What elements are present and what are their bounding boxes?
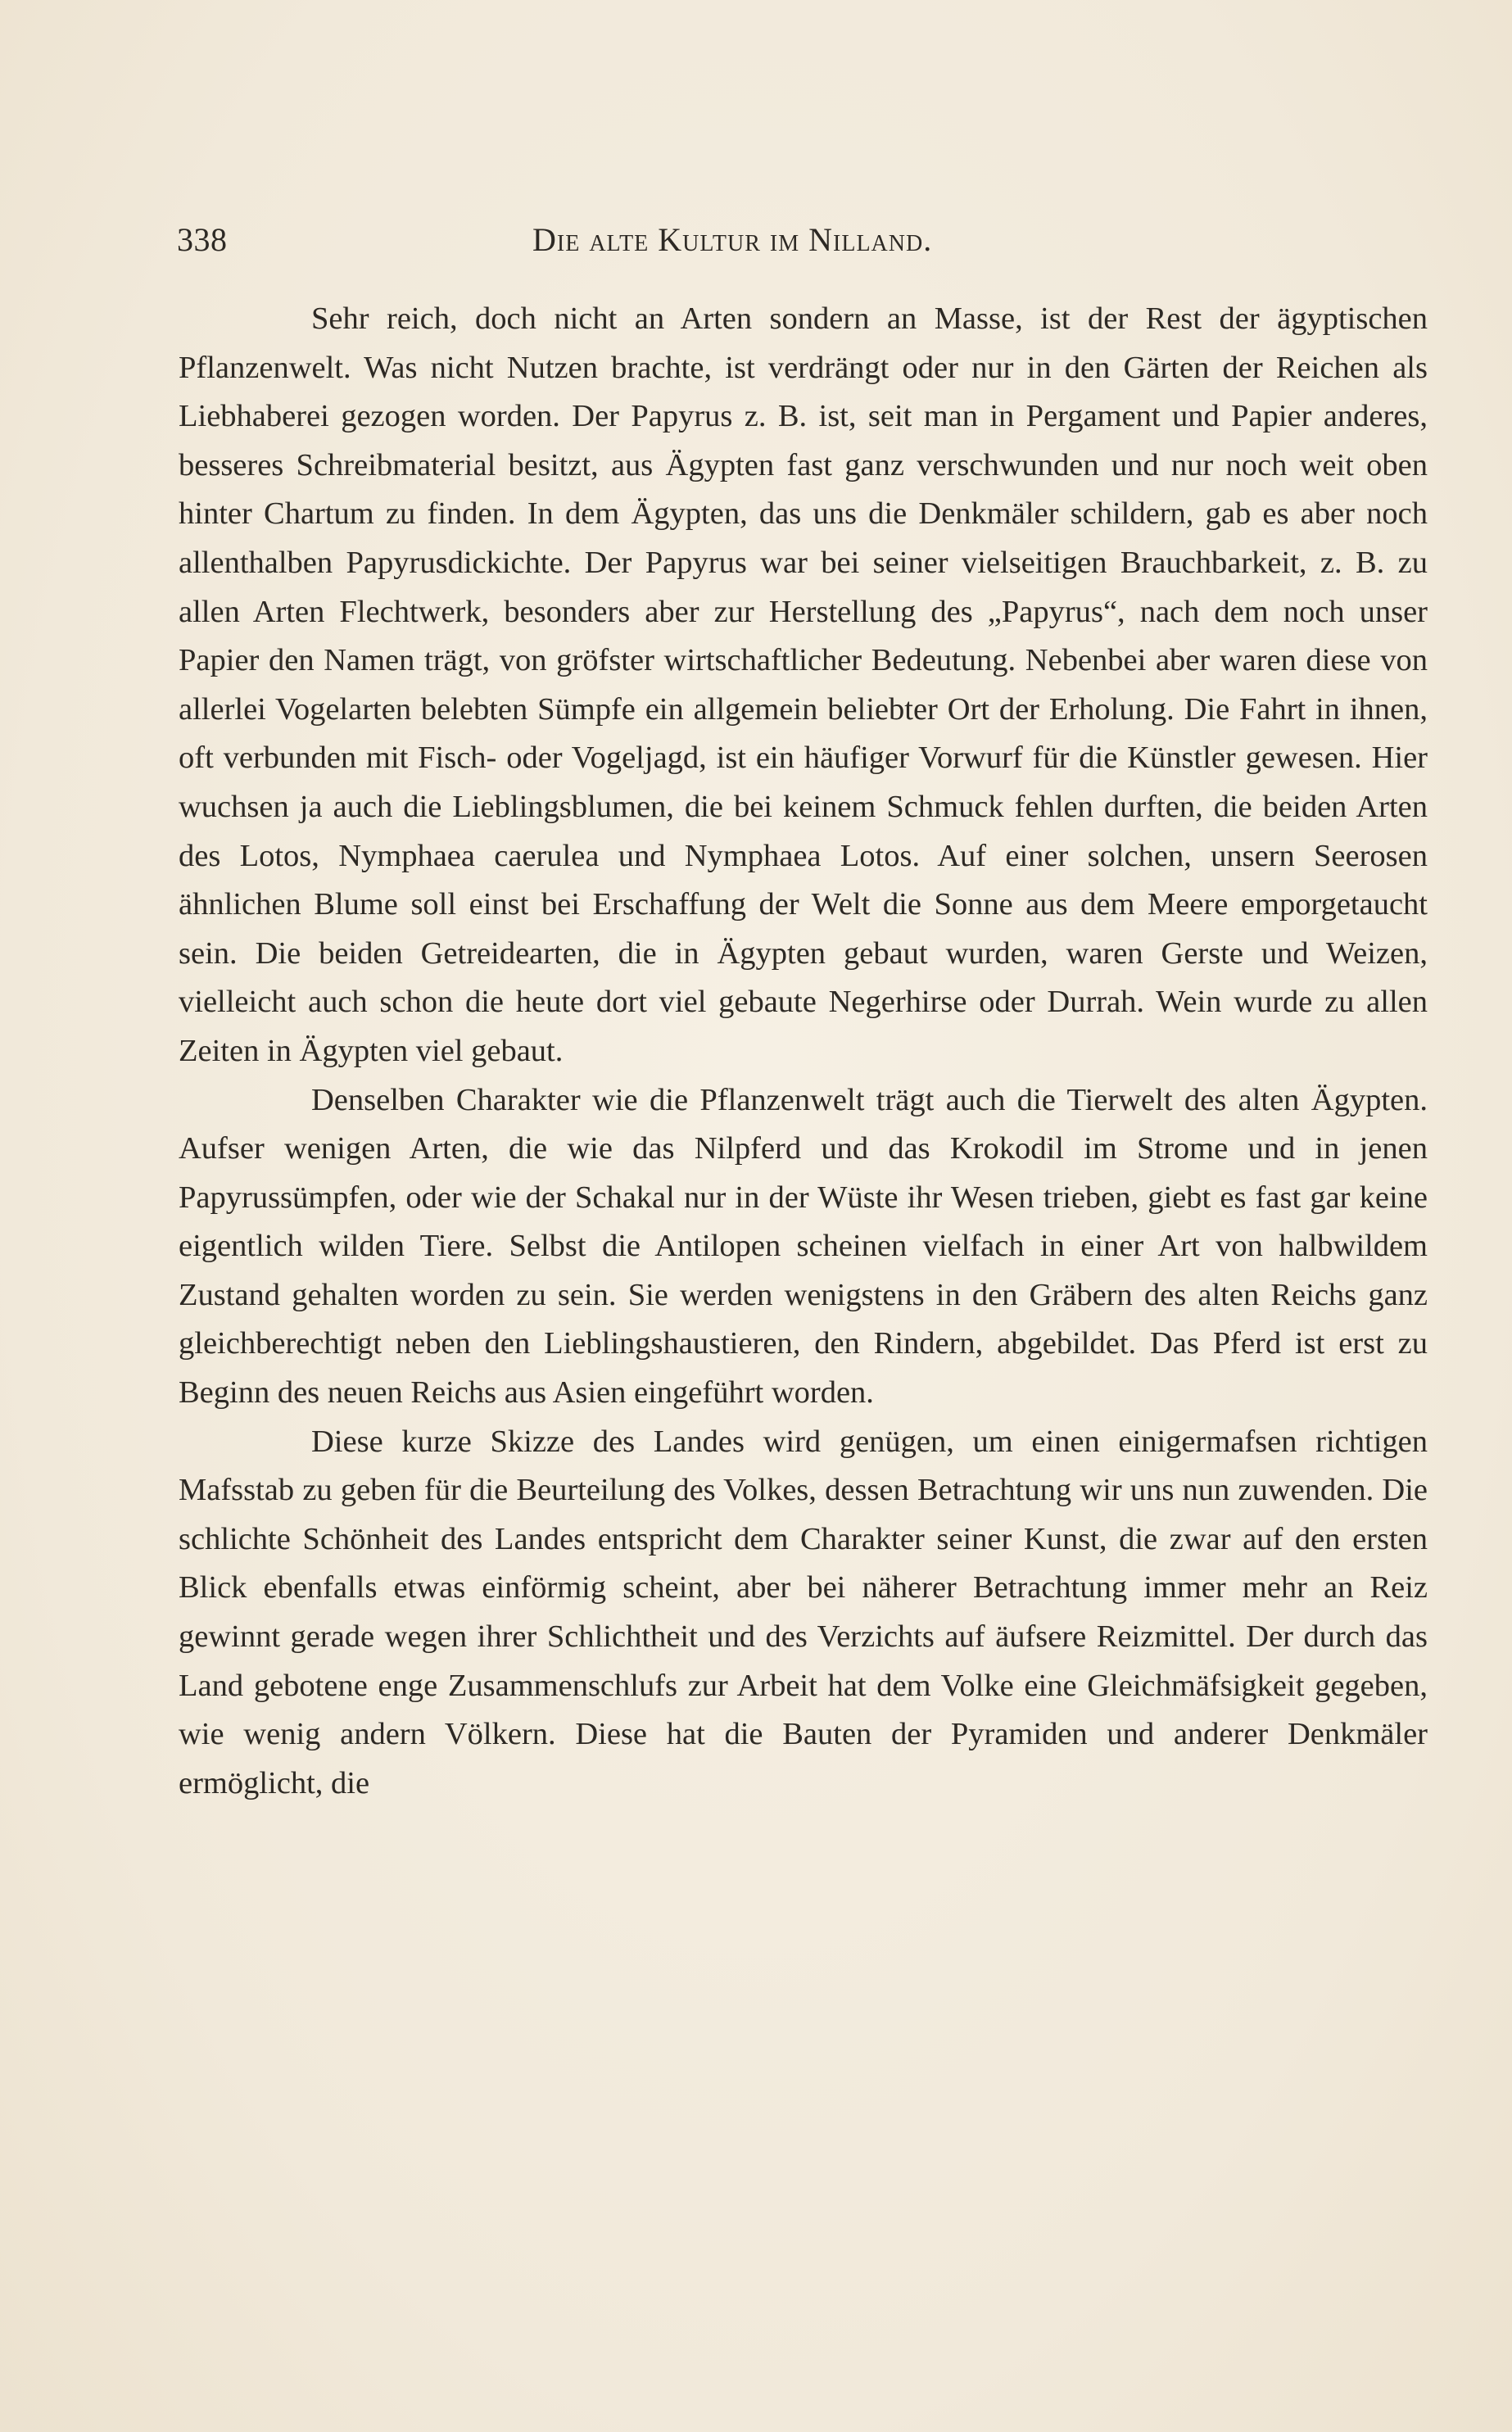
paragraph-plants: Sehr reich, doch nicht an Arten sondern an Masse, ist der Rest der ägyptischen Pflanzenwelt. Was nicht Nutzen brachte, ist verdrängt oder nur in den Gärten der Reichen als Liebhaberei gezogen worden. Der Papyrus z. B. ist, seit man in Pergament und Papier anderes, besseres Schreibmaterial besitzt, aus Ägypten fast ganz verschwunden und nur noch weit oben hinter Chartum zu finden. In dem Ägypten, das uns die Denkmäler schildern, gab es aber noch allenthalben Papyrusdickichte. Der Papyrus war bei seiner vielseitigen Brauchbarkeit, z. B. zu allen Arten Flechtwerk, besonders aber zur Herstellung des „Papyrus“, nach dem noch unser Papier den Namen trägt, von gröfster wirtschaftlicher Bedeutung. Nebenbei aber waren diese von allerlei Vogelarten belebten Sümpfe ein allgemein beliebter Ort der Erholung. Die Fahrt in ihnen, oft verbunden mit Fisch- oder Vogeljagd, ist ein häufiger Vorwurf für die Künstler gewesen. Hier wuchsen ja auch die Lieblingsblumen, die bei keinem Schmuck fehlen durften, die beiden Arten des Lotos, Nymphaea caerulea und Nymphaea Lotos. Auf einer solchen, unsern Seerosen ähnlichen Blume soll einst bei Erschaffung der Welt die Sonne aus dem Meere emporgetaucht sein. Die beiden Getreidearten, die in Ägypten gebaut wurden, waren Gerste und Weizen, vielleicht auch schon die heute dort viel gebaute Negerhirse oder Durrah. Wein wurde zu allen Zeiten in Ägypten viel gebaut. [179,301,1428,1068]
paragraph-animals: Denselben Charakter wie die Pflanzenwelt trägt auch die Tierwelt des alten Ägypten. Aufser wenigen Arten, die wie das Nilpferd und das Krokodil im Strome und in jenen Papyrussümpfen, oder wie der Schakal nur in der Wüste ihr Wesen trieben, giebt es fast gar keine eigentlich wilden Tiere. Selbst die Antilopen scheinen vielfach in einer Art von halbwildem Zustand gehalten worden zu sein. Sie werden wenigstens in den Gräbern des alten Reichs ganz gleichberechtigt neben den Lieblingshaustieren, den Rindern, abgebildet. Das Pferd ist erst zu Beginn des neuen Reichs aus Asien eingeführt worden. [179,1082,1428,1411]
paragraph-summary: Diese kurze Skizze des Landes wird genügen, um einen einigermafsen richtigen Mafsstab zu geben für die Beurteilung des Volkes, dessen Betrachtung wir uns nun zuwenden. Die schlichte Schönheit des Landes entspricht dem Charakter seiner Kunst, die zwar auf den ersten Blick ebenfalls etwas einförmig scheint, aber bei näherer Betrachtung immer mehr an Reiz gewinnt gerade wegen ihrer Schlichtheit und des Verzichts auf äufsere Reizmittel. Der durch das Land gebotene enge Zusammenschlufs zur Arbeit hat dem Volke eine Gleichmäfsigkeit gegeben, wie wenig andern Völkern. Diese hat die Bauten der Pyramiden und anderer Denkmäler ermöglicht, die [179,1424,1428,1800]
page-header [177,220,1430,260]
body-text [179,295,1428,1808]
page-number: 338 [177,221,228,258]
running-title: Die alte Kultur im Nilland. [532,221,933,258]
